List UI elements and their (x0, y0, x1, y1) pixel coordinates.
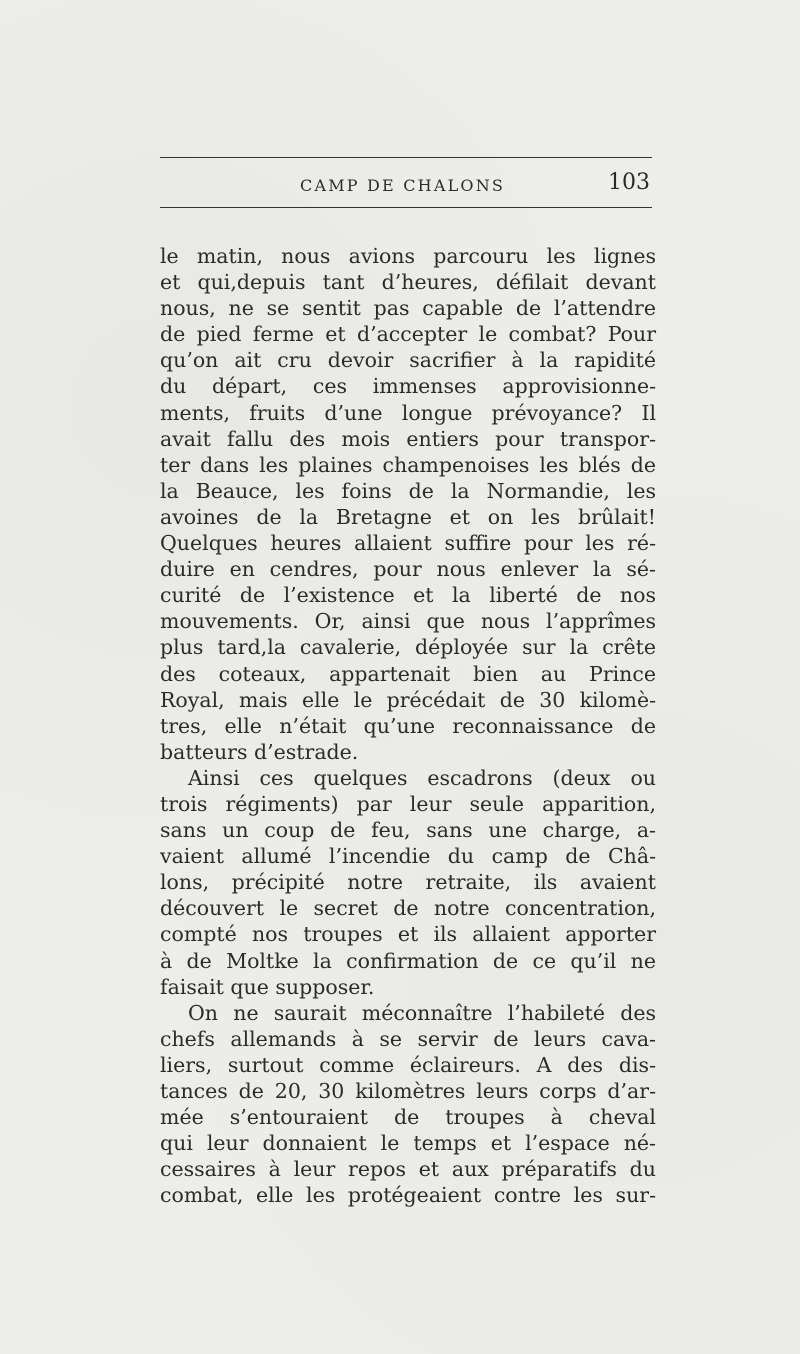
text-line: et qui,depuis tant d’heures, défilait devant (160, 270, 656, 295)
text-line: liers, surtout comme éclaireurs. A des dis- (160, 1052, 656, 1077)
text-line: On ne saurait méconnaître l’habileté des (188, 1000, 656, 1025)
body-text (160, 243, 656, 1208)
page-number: 103 (608, 170, 650, 195)
text-line: le matin, nous avions parcouru les lignes (160, 244, 656, 268)
text-line: qu’on ait cru devoir sacrifier à la rapidité (160, 348, 656, 373)
text-line: tances de 20, 30 kilomètres leurs corps d’ar- (160, 1079, 656, 1103)
text-line: ter dans les plaines champenoises les blés de (160, 452, 656, 477)
text-line: avait fallu des mois entiers pour transpor- (160, 426, 656, 451)
running-header (160, 170, 652, 202)
text-line: ments, fruits d’une longue prévoyance? Il (160, 400, 656, 425)
text-line: combat, elle les protégeaient contre les sur- (160, 1183, 656, 1208)
header-bottom-rule (160, 207, 652, 208)
text-line: duire en cendres, pour nous enlever la sé- (160, 557, 656, 582)
text-line: découvert le secret de notre concentration, (160, 896, 656, 921)
text-line: lons, précipité notre retraite, ils avaient (160, 870, 656, 895)
text-line: vaient allumé l’incendie du camp de Châ- (160, 844, 656, 869)
text-line: batteurs d’estrade. (160, 739, 359, 764)
text-line: Quelques heures allaient suffire pour les ré- (160, 531, 656, 556)
text-line: Royal, mais elle le précédait de 30 kilomè- (160, 687, 656, 712)
header-top-rule (160, 157, 652, 158)
text-line: nous, ne se sentit pas capable de l’attendre (160, 296, 656, 321)
text-line: de pied ferme et d’accepter le combat? Pour (160, 322, 656, 347)
text-line: à de Moltke la confirmation de ce qu’il ne (160, 948, 656, 973)
text-line: avoines de la Bretagne et on les brûlait! (160, 504, 656, 529)
text-line: mouvements. Or, ainsi que nous l’apprîmes (160, 609, 656, 634)
text-line: chefs allemands à se servir de leurs cava- (160, 1026, 656, 1051)
text-line: trois régiments) par leur seule apparition, (160, 791, 656, 816)
text-line: mée s’entouraient de troupes à cheval (160, 1105, 656, 1130)
text-line: compté nos troupes et ils allaient apporter (160, 922, 656, 947)
text-line: cessaires à leur repos et aux préparatifs du (160, 1157, 656, 1182)
text-line: curité de l’existence et la liberté de nos (160, 583, 656, 608)
text-line: des coteaux, appartenait bien au Prince (160, 661, 656, 686)
text-line: sans un coup de feu, sans une charge, a- (160, 818, 656, 843)
text-line: la Beauce, les foins de la Normandie, les (160, 478, 656, 503)
text-line: Ainsi ces quelques escadrons (deux ou (188, 765, 656, 790)
text-line: du départ, ces immenses approvisionne- (160, 374, 656, 399)
text-line: qui leur donnaient le temps et l’espace né- (160, 1131, 656, 1156)
text-line: plus tard,la cavalerie, déployée sur la crête (160, 635, 656, 660)
running-title: CAMP DE CHALONS (300, 176, 506, 195)
text-line: faisait que supposer. (160, 974, 375, 999)
text-line: tres, elle n’était qu’une reconnaissance de (160, 713, 656, 738)
